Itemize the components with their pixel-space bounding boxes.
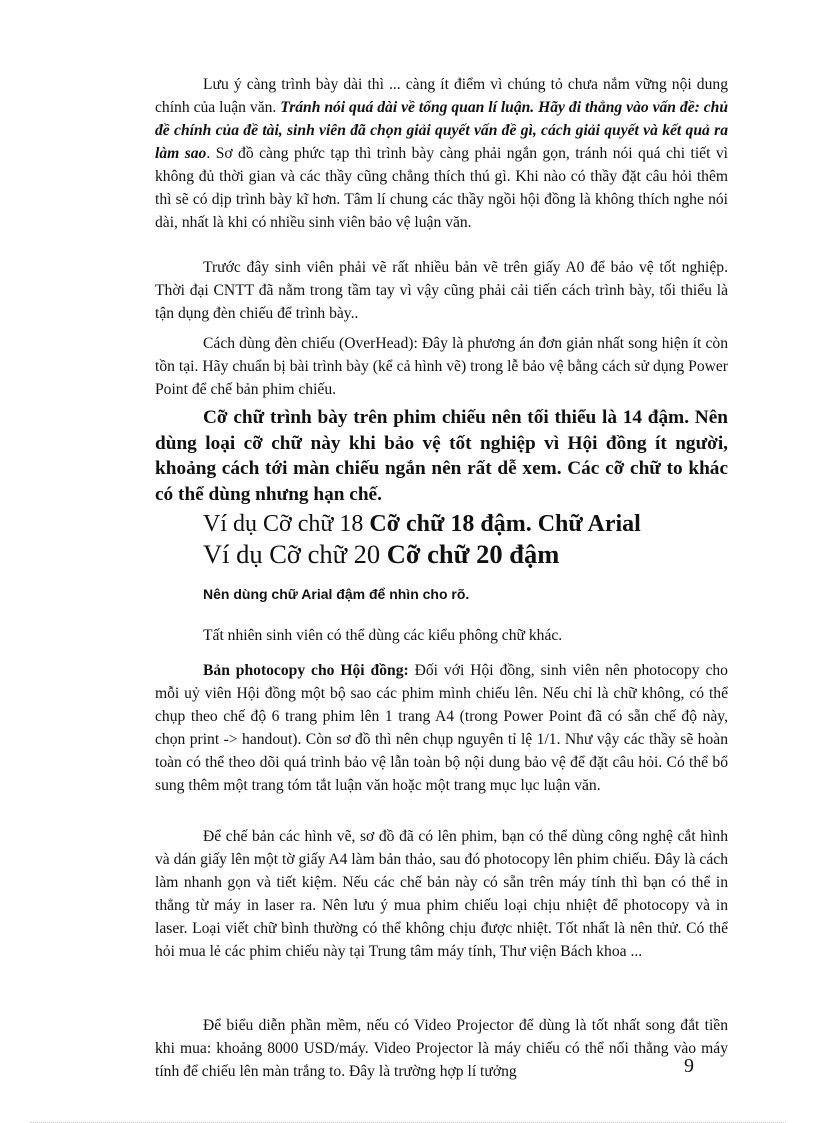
example-bold-text: Cỡ chữ 20 đậm <box>386 539 560 569</box>
paragraph-text: Để chế bản các hình vẽ, sơ đồ đã có lên phim, bạn có thể dùng công nghệ cắt hình và dán giấy lên một tờ giấy A4 làm bản thảo, sau đó photocopy lên phim chiếu. Đây là cách làm nhanh gọn và tiết kiệm. Nếu các chế bản này có sẵn trên máy tính thì bạn có thể in thẳng từ máy in laser ra. Nên lưu ý mua phim chiếu loại chịu nhiệt để photocopy và in laser. Loại viết chữ bình thường có thể không chịu được nhiệt. Tốt nhất là nên thử. Có thể hỏi mua lẻ các phim chiếu này tại Trung tâm máy tính, Thư viện Bách khoa ... <box>155 828 728 960</box>
paragraph-overhead <box>155 332 728 401</box>
paragraph-text: Trước đây sinh viên phải vẽ rất nhiều bản vẽ trên giấy A0 để bảo vệ tốt nghiệp. Thời đại CNTT đã nằm trong tầm tay vì vậy cũng phải cải tiến cách trình bày, tối thiểu là tận dụng đèn chiếu để trình bày.. <box>155 259 728 322</box>
paragraph-font-size <box>155 405 728 507</box>
paragraph-other-fonts <box>155 624 728 647</box>
paragraph-photocopy <box>155 659 728 797</box>
example-normal-text: Ví dụ Cỡ chữ 20 <box>203 539 387 569</box>
paragraph-history <box>155 256 728 325</box>
example-size-18 <box>203 509 641 539</box>
paragraph-diagrams <box>155 825 728 963</box>
paragraph-length-advice <box>155 73 728 234</box>
page-number: 9 <box>684 1055 694 1077</box>
paragraph-text: Lưu ý càng trình bày dài thì ... càng ít điểm vì chúng tỏ chưa nắm vững nội dung chính của luận văn. <box>155 76 728 116</box>
arial-recommendation: Nên dùng chữ Arial đậm để nhìn cho rõ. <box>203 586 470 602</box>
emphasized-text: Tránh nói quá dài về tổng quan lí luận. Hãy đi thẳng vào vấn đề: chủ đề chính của đề tài, sinh viên đã chọn giải quyết vấn đề gì, cách giải quyết và kết quả ra làm sao <box>155 99 728 162</box>
paragraph-text: Đối với Hội đồng, sinh viên nên photocopy cho mỗi uỷ viên Hội đồng một bộ sao các phim mình chiếu lên. Nếu chỉ là chữ không, có thể chụp theo chế độ 6 trang phim lên 1 trang A4 (trong Power Point đã có sẵn chế độ này, chọn print -> handout). Còn sơ đồ thì nên chụp nguyên tỉ lệ 1/1. Như vậy các thầy sẽ hoàn toàn có thể theo dõi quá trình bảo vệ lẫn toàn bộ nội dung bảo vệ để đặt câu hỏi. Có thể bổ sung thêm một trang tóm tắt luận văn hoặc một trang mục lục luận văn. <box>155 662 728 794</box>
paragraph-text: Cỡ chữ trình bày trên phim chiếu nên tối thiểu là 14 đậm. Nên dùng loại cỡ chữ này khi bảo vệ tốt nghiệp vì Hội đồng ít người, khoảng cách tới màn chiếu ngắn nên rất dễ xem. Các cỡ chữ to khác có thể dùng nhưng hạn chế. <box>155 407 728 505</box>
paragraph-text: Để biểu diễn phần mềm, nếu có Video Projector để dùng là tốt nhất song đắt tiền khi mua: khoảng 8000 USD/máy. Video Projector là máy chiếu có thể nối thẳng vào máy tính để chiếu lên màn trắng to. Đây là trường hợp lí tưởng <box>155 1017 728 1080</box>
example-bold-text: Cỡ chữ 18 đậm. Chữ Arial <box>369 511 641 537</box>
paragraph-text: Tất nhiên sinh viên có thể dùng các kiểu phông chữ khác. <box>203 627 563 644</box>
example-normal-text: Ví dụ Cỡ chữ 18 <box>203 511 370 537</box>
example-size-20 <box>203 538 559 570</box>
paragraph-text: . Sơ đồ càng phức tạp thì trình bày càng phải ngắn gọn, tránh nói quá chi tiết vì không đủ thời gian và các thầy cũng chẳng thích thú gì. Khi nào có thầy đặt câu hỏi thêm thì sẽ có dịp trình bày kĩ hơn. Tâm lí chung các thầy ngồi hội đồng là không thích nghe nói dài, nhất là khi có nhiều sinh viên bảo vệ luận văn. <box>155 145 728 231</box>
paragraph-text: Cách dùng đèn chiếu (OverHead): Đây là phương án đơn giản nhất song hiện ít còn tồn tại. Hãy chuẩn bị bài trình bày (kể cả hình vẽ) trong lễ bảo vệ bằng cách sử dụng Power Point để chế bản phim chiếu. <box>155 335 728 398</box>
paragraph-projector <box>155 1014 728 1083</box>
paragraph-lead: Bản photocopy cho Hội đồng: <box>203 662 409 679</box>
